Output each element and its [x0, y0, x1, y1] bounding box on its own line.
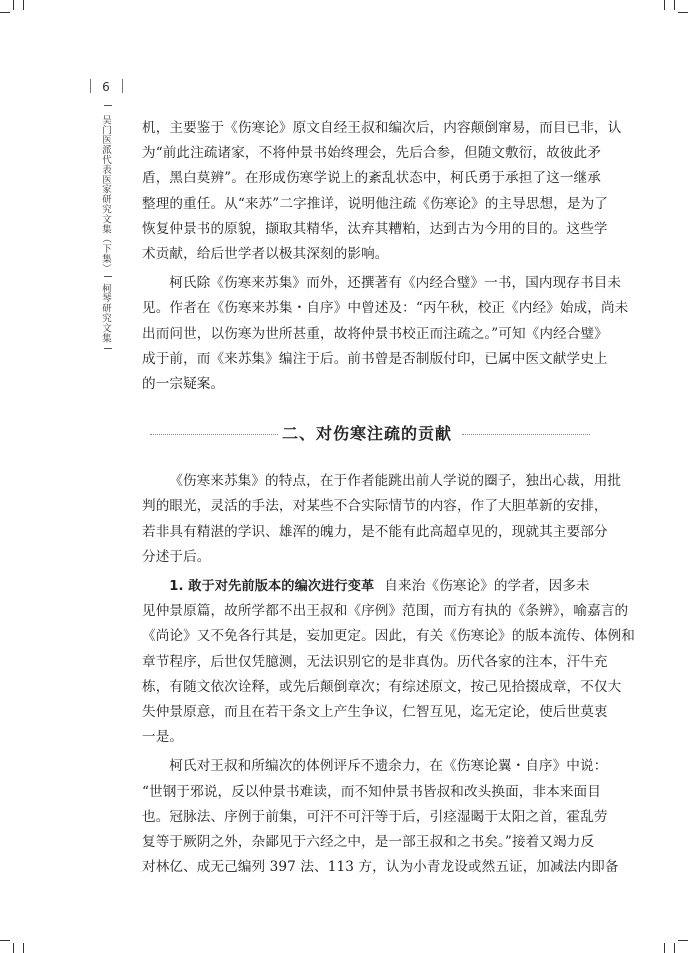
- crop-mark-top-left-h: [0, 12, 10, 13]
- paragraph-end-1: [142, 754, 619, 880]
- paragraph-main-1: [142, 469, 622, 570]
- text-line: 栋，有随文依次诠释，或先后颠倒章次；有综述原文，按己见拾掇成章，不仅大: [142, 678, 622, 695]
- running-title-rule-top: [104, 105, 112, 106]
- crop-mark-top-right-v: [674, 0, 675, 10]
- crop-mark-bottom-right-v: [674, 943, 675, 953]
- crop-mark-top-left-v2: [23, 0, 24, 10]
- crop-mark-bottom-left-h: [0, 940, 10, 941]
- text-line: 《尚论》又不免各行其是，妄加更定。因此，有关《伤寒论》的版本流传、体例和: [142, 628, 635, 645]
- text-line: 见。作者在《伤寒来苏集・自序》中曾述及：“丙午秋，校正《内经》始成，尚未: [142, 300, 629, 317]
- text-line: 也。冠脉法、序例于前集，可汗不可汗等于后，引痉湿暍于太阳之首，霍乱劳: [142, 808, 608, 825]
- paragraph-intro-1: [142, 116, 622, 267]
- subsection-heading: 1. 敢于对先前版本的编次进行变革: [169, 579, 375, 595]
- crop-mark-bottom-right-v2: [664, 943, 665, 953]
- text-line: 机，主要鉴于《伤寒论》原文自经王叔和编次后，内容颠倒窜易，而目已非，认: [142, 120, 622, 136]
- crop-mark-top-left-v: [13, 0, 14, 10]
- text-line: 成于前，而《来苏集》编注于后。前书曾是否制版付印，已属中医文献学史上: [142, 350, 608, 367]
- crop-mark-bottom-left-v2: [23, 943, 24, 953]
- section-heading: [142, 422, 592, 446]
- crop-mark-bottom-right-h: [678, 940, 688, 941]
- text-line: 术贡献，给后世学者以极其深刻的影响。: [142, 246, 389, 263]
- running-title-volume: 柯琴研究文集: [100, 283, 111, 343]
- subsection-first-line: 自来治《伤寒论》的学者，因多未: [384, 578, 590, 595]
- text-line: 若非具有精湛的学识、雄浑的魄力，是不能有此高超卓见的，现就其主要部分: [142, 523, 608, 540]
- crop-mark-top-right-h: [678, 12, 688, 13]
- paragraph-subsection-1: [142, 574, 635, 750]
- running-title-rule-bottom: [104, 348, 112, 349]
- text-line: 为“前此注疏诸家，不将仲景书始终理会，先后合参，但随文敷衍，故彼此矛: [142, 145, 601, 162]
- paragraph-intro-2: [142, 271, 629, 397]
- text-line: 分述于后。: [142, 548, 211, 565]
- running-title-divider: [105, 273, 106, 283]
- text-line: 失仲景原意，而且在若干条文上产生争议，仁智互见，迄无定论，使后世莫衷: [142, 704, 608, 721]
- text-line: 见仲景原篇，故所学都不出王叔和《序例》范围，而方有执的《条辨》，喻嘉言的: [142, 603, 629, 620]
- text-line: 恢复仲景书的原貌，撷取其精华，汰弃其糟粕，达到古为今用的目的。这些学: [142, 220, 608, 237]
- text-line: 出而问世，以伤寒为世所甚重，故将仲景书校正而注疏之。”可知《内经合璧》: [142, 325, 608, 342]
- section-title: 二、对伤寒注疏的贡献: [276, 422, 458, 446]
- text-line: 对林亿、成无己编列 397 法、113 方，认为小青龙设或然五证，加减法内即备: [142, 859, 619, 876]
- running-title-book: 吴门医派代表医家研究文集（下集）: [100, 115, 111, 274]
- text-line: 柯氏除《伤寒来苏集》而外，还撰著有《内经合璧》一书，国内现存书目未: [169, 275, 622, 292]
- text-line: 盾，黑白莫辨”。在形成伤寒学说上的紊乱状态中，柯氏勇于承担了这一继承: [142, 170, 601, 187]
- page-number-bar-left: [90, 79, 91, 93]
- running-title-rule-mid: [104, 276, 112, 277]
- text-line: 章节程序，后世仅凭臆测，无法识别它的是非真伪。历代各家的注本，汗牛充: [142, 653, 608, 670]
- page-number: 6: [102, 80, 110, 94]
- text-line: 复等于厥阴之外，杂鄙见于六经之中，是一部王叔和之书矣。”接着又竭力反: [142, 834, 595, 851]
- section-rule-right: [462, 434, 590, 435]
- text-line: 的一宗疑案。: [142, 376, 225, 393]
- text-line: 一是。: [142, 729, 184, 746]
- text-line: 整理的重任。从“来苏”二字推详，说明他注疏《伤寒论》的主导思想，是为了: [142, 195, 608, 212]
- main-content: [142, 116, 635, 880]
- running-title: [98, 115, 112, 343]
- text-line: 柯氏对王叔和所编次的体例评斥不遗余力，在《伤寒论翼・自序》中说：: [169, 758, 608, 775]
- text-line: [142, 574, 592, 599]
- text-line: 《伤寒来苏集》的特点，在于作者能跳出前人学说的圈子，独出心裁，用批: [169, 473, 622, 490]
- text-line: 判的眼光，灵活的手法，对某些不合实际情节的内容，作了大胆革新的安排，: [142, 498, 608, 515]
- crop-mark-bottom-left-v: [13, 943, 14, 953]
- text-line: “世钢于邪说，反以仲景书难读，而不知仲景书皆叔和改头换面，非本来面目: [142, 783, 601, 800]
- section-rule-left: [150, 434, 278, 435]
- page-number-bar-right: [122, 79, 123, 93]
- crop-mark-top-right-v2: [664, 0, 665, 10]
